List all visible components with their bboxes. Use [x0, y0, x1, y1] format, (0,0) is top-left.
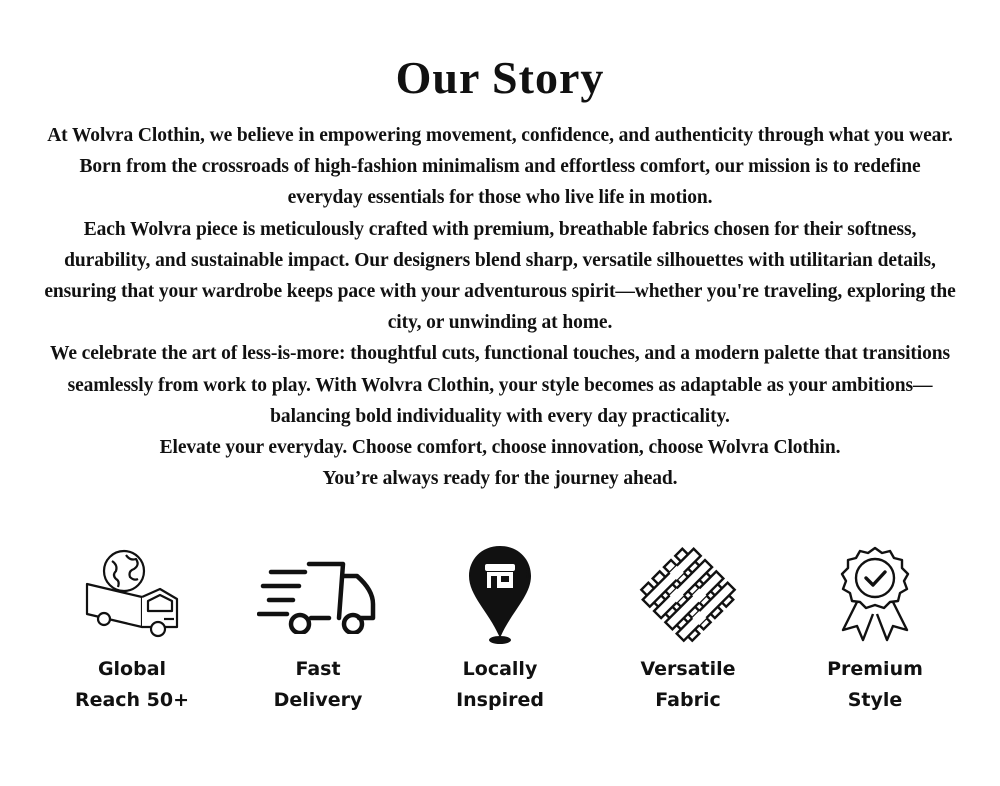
woven-fabric-icon	[608, 540, 768, 648]
feature-label: Premium Style	[827, 658, 923, 711]
story-paragraph-5: You’re always ready for the journey ahead.	[322, 468, 678, 490]
feature-locally-inspired	[420, 540, 580, 716]
store-location-pin-icon	[420, 540, 580, 648]
feature-global-reach	[52, 540, 212, 716]
feature-label: Global Reach 50+	[74, 658, 190, 711]
feature-fast-delivery	[238, 540, 398, 716]
feature-label: Versatile Fabric	[640, 658, 736, 711]
feature-label: Locally Inspired	[456, 658, 544, 711]
feature-versatile-fabric	[608, 540, 768, 716]
story-paragraph-1: At Wolvra Clothin, we believe in empowering movement, confidence, and authenticity through what you wear. Born from the crossroads of high-fashion minimalism and effortless comfort, our mission is to redefine everyday essentials for those who live life in motion.	[47, 125, 953, 209]
feature-label: Fast Delivery	[273, 658, 363, 711]
feature-premium-style	[795, 540, 955, 716]
fast-delivery-truck-icon	[238, 540, 398, 648]
story-paragraph-3: We celebrate the art of less-is-more: thoughtful cuts, functional touches, and a modern palette that transitions seamlessly from work to play. With Wolvra Clothin, your style becomes as adaptable as your ambitions—balancing bold individuality with every day practicality.	[50, 343, 950, 427]
globe-truck-icon	[52, 540, 212, 648]
story-paragraph-4: Elevate your everyday. Choose comfort, choose innovation, choose Wolvra Clothin.	[159, 437, 841, 459]
award-badge-icon	[795, 540, 955, 648]
page-title: Our Story	[395, 52, 605, 103]
story-text	[40, 120, 960, 494]
story-paragraph-2: Each Wolvra piece is meticulously crafted with premium, breathable fabrics chosen for their softness, durability, and sustainable impact. Our designers blend sharp, versatile silhouettes with utilitarian details, ensuring that your wardrobe keeps pace with your adventurous spirit—whether you're traveling, exploring the city, or unwinding at home.	[44, 218, 956, 334]
